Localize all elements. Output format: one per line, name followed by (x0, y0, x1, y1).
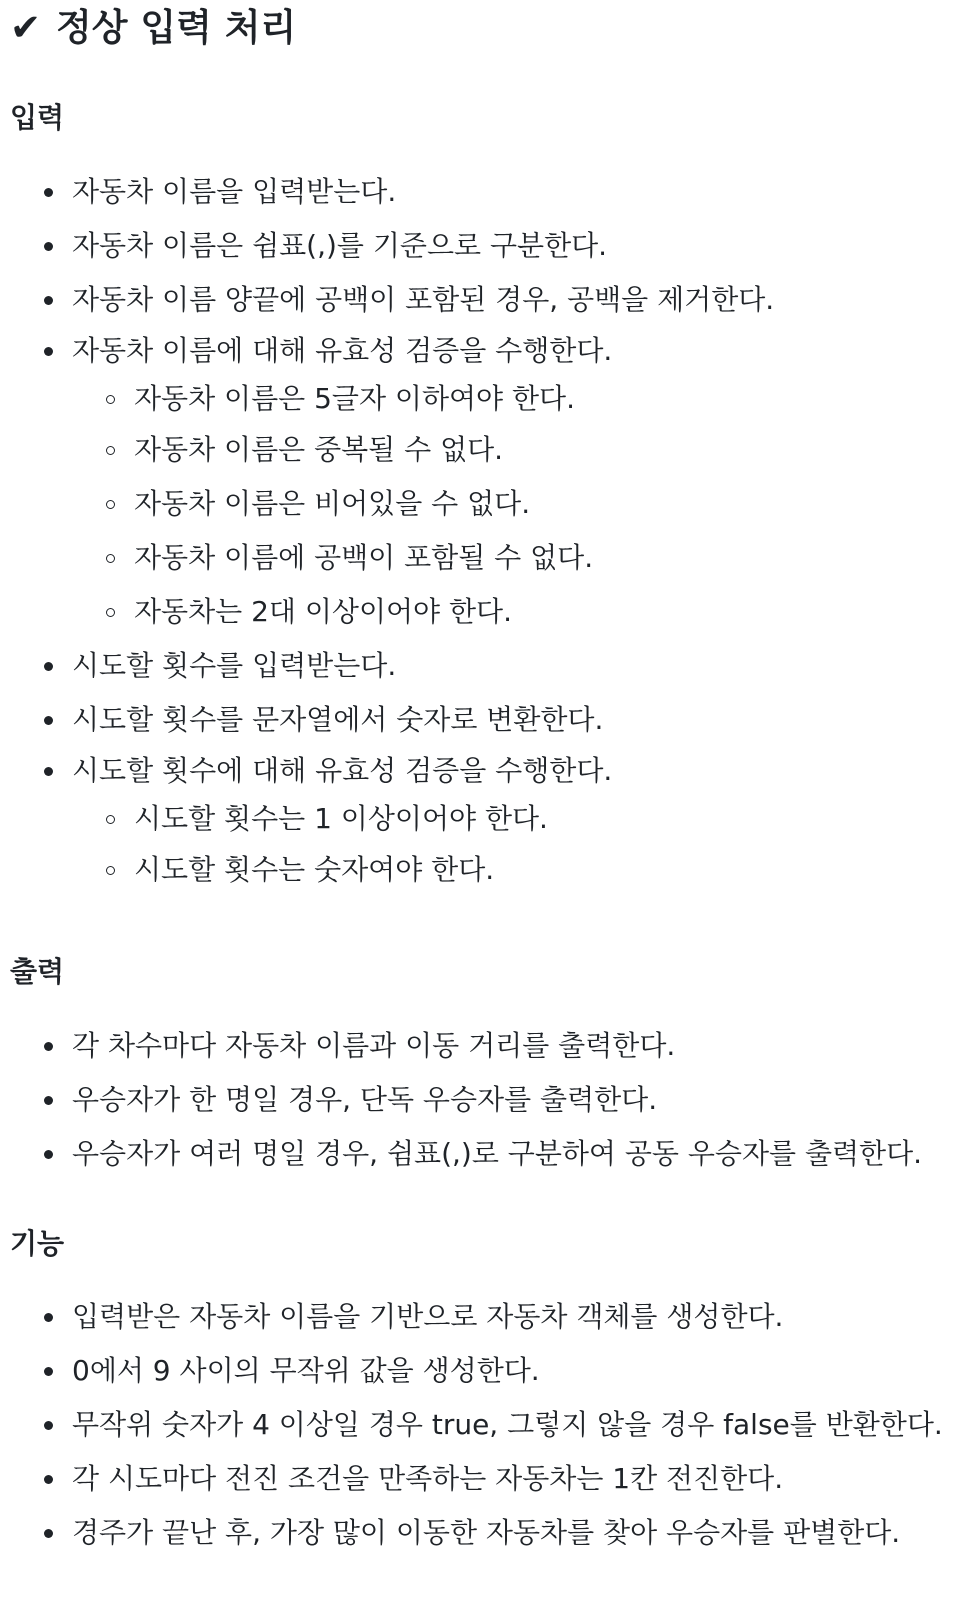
sub-list-item: 자동차 이름에 공백이 포함될 수 없다. (0, 531, 774, 585)
list-item: 시도할 횟수를 문자열에서 숫자로 변환한다. (0, 693, 774, 747)
list-item: 각 시도마다 전진 조건을 만족하는 자동차는 1칸 전진한다. (0, 1452, 943, 1506)
input-list (0, 165, 774, 897)
section-heading-feature: 기능 (10, 1227, 65, 1260)
feature-list (0, 1290, 943, 1560)
output-list (0, 1019, 922, 1181)
check-mark-icon: ✔ (10, 6, 42, 49)
section-heading-output: 출력 (10, 955, 65, 988)
list-item: 자동차 이름은 쉼표(,)를 기준으로 구분한다. (0, 219, 774, 273)
list-item: 자동차 이름에 대해 유효성 검증을 수행한다. (0, 327, 774, 375)
sub-list-item: 자동차 이름은 5글자 이하여야 한다. (0, 375, 774, 423)
list-item: 무작위 숫자가 4 이상일 경우 true, 그렇지 않을 경우 false를 반환한다. (0, 1398, 943, 1452)
list-item: 시도할 횟수를 입력받는다. (0, 639, 774, 693)
sub-list-item: 시도할 횟수는 1 이상이어야 한다. (0, 795, 774, 843)
sub-list-item: 시도할 횟수는 숫자여야 한다. (0, 843, 774, 897)
page-title-text: 정상 입력 처리 (56, 6, 297, 49)
list-item: 시도할 횟수에 대해 유효성 검증을 수행한다. (0, 747, 774, 795)
list-item: 경주가 끝난 후, 가장 많이 이동한 자동차를 찾아 우승자를 판별한다. (0, 1506, 943, 1560)
list-item: 0에서 9 사이의 무작위 값을 생성한다. (0, 1344, 943, 1398)
list-item: 각 차수마다 자동차 이름과 이동 거리를 출력한다. (0, 1019, 922, 1073)
list-item: 자동차 이름 양끝에 공백이 포함된 경우, 공백을 제거한다. (0, 273, 774, 327)
section-heading-input: 입력 (10, 101, 65, 134)
sub-list-item: 자동차 이름은 중복될 수 없다. (0, 423, 774, 477)
list-item: 자동차 이름을 입력받는다. (0, 165, 774, 219)
list-item: 입력받은 자동차 이름을 기반으로 자동차 객체를 생성한다. (0, 1290, 943, 1344)
page-title (10, 4, 296, 52)
sub-list-item: 자동차 이름은 비어있을 수 없다. (0, 477, 774, 531)
sub-list-item: 자동차는 2대 이상이어야 한다. (0, 585, 774, 639)
list-item: 우승자가 한 명일 경우, 단독 우승자를 출력한다. (0, 1073, 922, 1127)
list-item: 우승자가 여러 명일 경우, 쉼표(,)로 구분하여 공동 우승자를 출력한다. (0, 1127, 922, 1181)
